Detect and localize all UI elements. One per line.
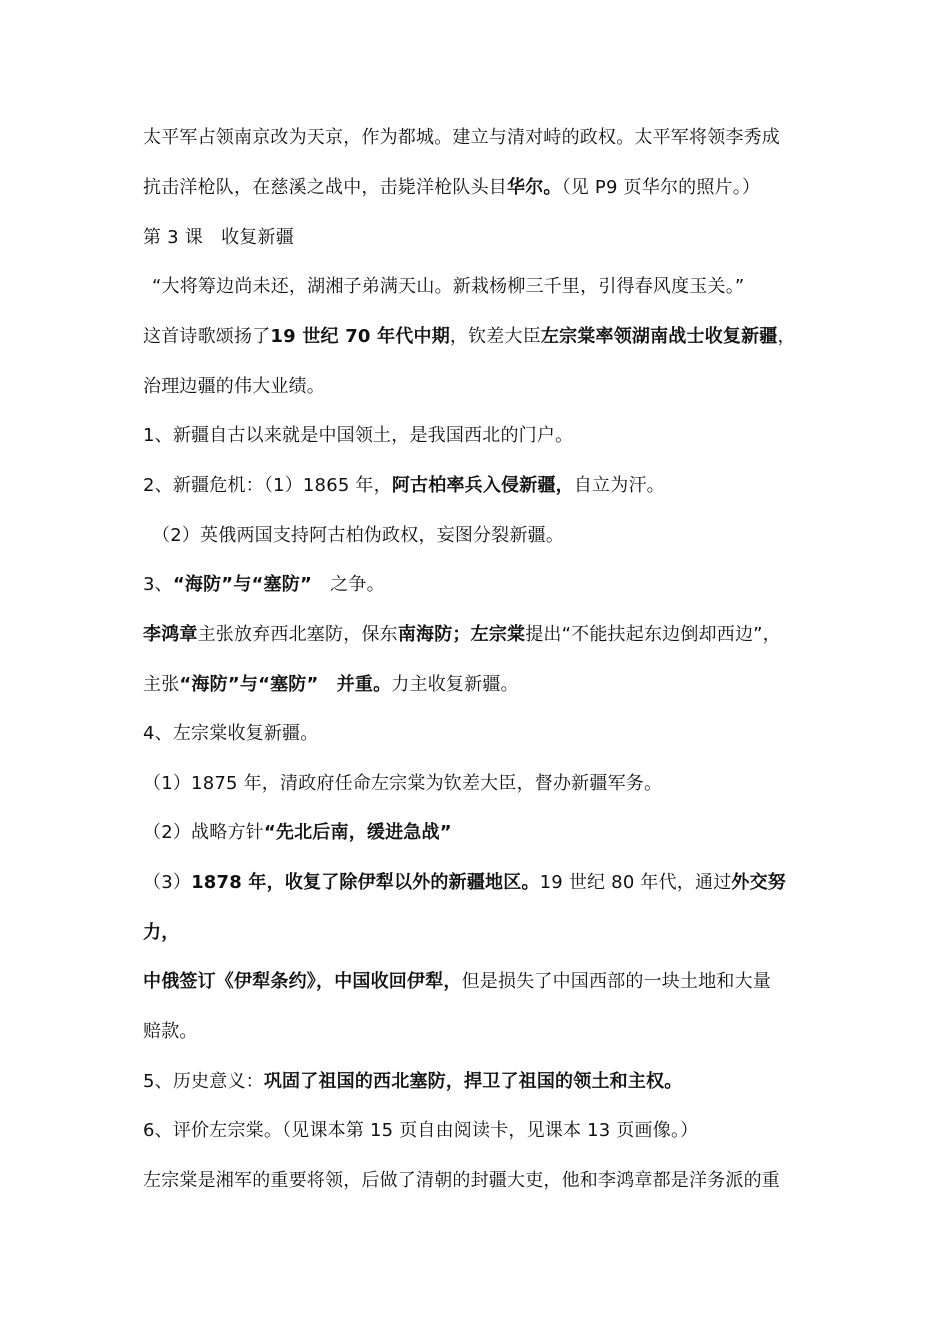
text: 但是损失了中国西部的一块土地和大量: [461, 971, 772, 992]
point-4-sub-3-line3: [143, 970, 771, 994]
bold-text: 南海防: [397, 624, 453, 645]
text: 第 3 课 收复新疆: [143, 227, 294, 248]
text: 自立为汗。: [573, 475, 665, 496]
text: 6、评价左宗棠。（见课本第 15 页自由阅读卡，见课本 13 页画像。）: [143, 1120, 699, 1141]
text: 治理边疆的伟大业绩。: [143, 376, 325, 397]
bold-text: 华尔。: [507, 177, 562, 198]
text: 1、新疆自古以来就是中国领土，是我国西北的门户。: [143, 425, 574, 446]
bold-text: 外交努: [731, 872, 787, 893]
bold-text: 中俄签订《伊犁条约》，中国收回伊犁，: [143, 971, 462, 992]
text: ，: [777, 326, 796, 347]
bold-text: ；: [452, 624, 471, 645]
text: 4、左宗棠收复新疆。: [143, 723, 319, 744]
para-taiping-line1: [143, 126, 780, 150]
point-6: [143, 1119, 698, 1143]
point-3-detail-line1: [143, 623, 781, 647]
bold-text: 巩固了祖国的西北塞防，捍卫了祖国的领土和主权。: [263, 1071, 683, 1092]
point-4-sub-3-line1: [143, 871, 786, 895]
point-3: [143, 573, 385, 597]
point-4-sub-3-line4: [143, 1020, 198, 1044]
point-4-sub-3-line2: [143, 921, 179, 945]
bold-text: 左宗棠率领湖南战士收复新疆: [540, 326, 778, 347]
text: 之争。: [311, 574, 385, 595]
text: 力主收复新疆。: [391, 674, 519, 695]
poem-quote: [152, 275, 744, 299]
bold-text: 力，: [143, 922, 180, 943]
lesson-title: [143, 226, 294, 250]
text: （2）战略方针: [143, 822, 264, 843]
point-2-sub: [152, 524, 564, 548]
point-3-detail-line2: [143, 673, 519, 697]
text: 2、新疆危机：（1）1865 年，: [143, 475, 392, 496]
text: 提出“不能扶起东边倒却西边”，: [525, 624, 781, 645]
text: 左宗棠是湘军的重要将领，后做了清朝的封疆大吏，他和李鸿章都是洋务派的重: [143, 1170, 780, 1191]
bold-text: 阿古柏率兵入侵新疆，: [391, 475, 574, 496]
text: （见 P9 页华尔的照片。）: [561, 177, 761, 198]
text: 3、: [143, 574, 173, 595]
text: （1）1875 年，清政府任命左宗棠为钦差大臣，督办新疆军务。: [143, 773, 663, 794]
text: 太平军占领南京改为天京，作为都城。建立与清对峙的政权。太平军将领李秀成: [143, 127, 780, 148]
text: 这首诗歌颂扬了: [143, 326, 271, 347]
bold-text: 19 世纪 70 年代中期: [270, 326, 450, 347]
text: ，钦差大臣: [449, 326, 541, 347]
bold-text: 李鸿章: [143, 624, 198, 645]
bold-text: 1878 年，收复了除伊犁以外的新疆地区。: [191, 872, 540, 893]
text: 主张放弃西北塞防，保东: [197, 624, 398, 645]
text: “大将筹边尚未还，湖湘子弟满天山。新栽杨柳三千里，引得春风度玉关。”: [152, 276, 745, 297]
text: 赔款。: [143, 1021, 198, 1042]
bold-text: “海防”与“塞防”: [172, 574, 312, 595]
text: 19 世纪 80 年代，通过: [539, 872, 732, 893]
text: （2）英俄两国支持阿古柏伪政权，妄图分裂新疆。: [152, 525, 565, 546]
text: 抗击洋枪队，在慈溪之战中，击毙洋枪队头目: [143, 177, 507, 198]
point-4-sub-1: [143, 772, 662, 796]
point-4-sub-2: [143, 821, 452, 845]
point-1: [143, 424, 573, 448]
para-evaluation-line1: [143, 1169, 780, 1193]
text: 主张: [143, 674, 180, 695]
para-poem-line2: [143, 375, 325, 399]
text: （3）: [143, 872, 192, 893]
point-5: [143, 1070, 682, 1094]
point-4: [143, 722, 318, 746]
point-2: [143, 474, 665, 498]
bold-text: “先北后南，缓进急战”: [263, 822, 452, 843]
para-poem-line1: [143, 325, 796, 349]
bold-text: “海防”与“塞防” 并重。: [179, 674, 392, 695]
bold-text: 左宗棠: [470, 624, 526, 645]
para-taiping-line2: [143, 176, 760, 200]
text: 5、历史意义：: [143, 1071, 264, 1092]
